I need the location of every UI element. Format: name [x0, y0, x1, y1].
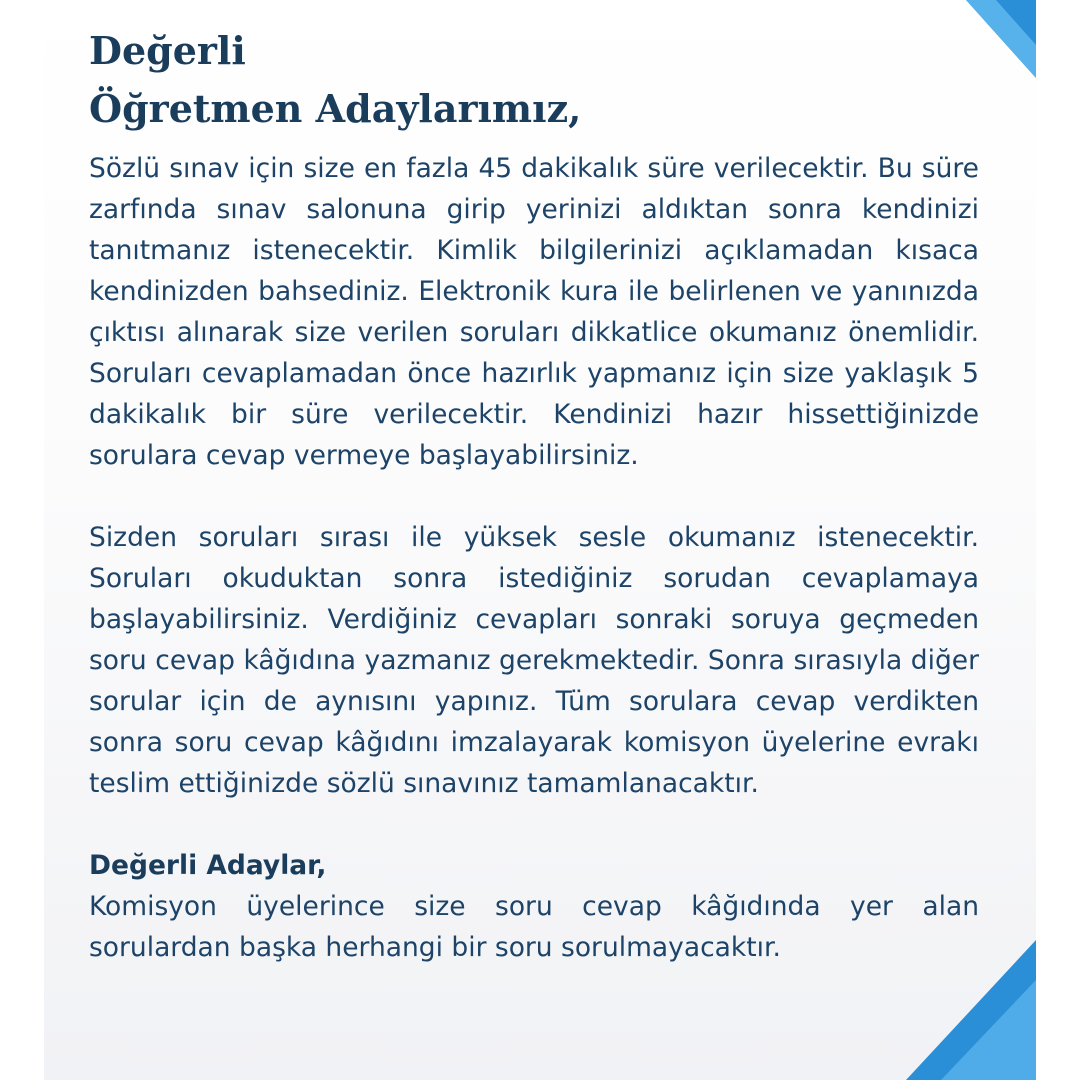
letter-content [89, 22, 979, 968]
title-line-2: Öğretmen Adaylarımız, [89, 86, 582, 131]
instructions-paragraph: Sizden soruları sırası ile yüksek sesle okumanız istenecektir. Soruları okuduktan sonra istediğiniz sorudan cevaplamaya başlayabilirsiniz. Verdiğiniz cevapları sonraki soruya geçmeden soru cevap kâğıdına yazmanız gerekmektedir. Sonra sırasıyla diğer sorular için de aynısını yapınız. Tüm sorulara cevap verdikten sonra soru cevap kâğıdını imzalayarak komisyon üyelerine evrakı teslim ettiğinizde sözlü sınavınız tamamlanacaktır. [89, 522, 979, 799]
page-title [89, 22, 979, 138]
closing-paragraph: Komisyon üyelerince size soru cevap kâğıdında yer alan sorulardan başka herhangi bir soru sorulmayacaktır. [89, 891, 979, 963]
intro-paragraph: Sözlü sınav için size en fazla 45 dakikalık süre verilecektir. Bu süre zarfında sınav salonuna girip yerinizi aldıktan sonra kendinizi tanıtmanız istenecektir. Kimlik bilgilerinizi açıklamadan kısaca kendinizden bahsediniz. Elektronik kura ile belirlenen ve yanınızda çıktısı alınarak size verilen soruları dikkatlice okumanız önemlidir. Soruları cevaplamadan önce hazırlık yapmanız için size yaklaşık 5 dakikalık bir süre verilecektir. Kendinizi hazır hissettiğinizde sorulara cevap vermeye başlayabilirsiniz. [89, 153, 979, 471]
section-subheading: Değerli Adaylar, [89, 850, 327, 881]
title-line-1: Değerli [89, 28, 246, 73]
